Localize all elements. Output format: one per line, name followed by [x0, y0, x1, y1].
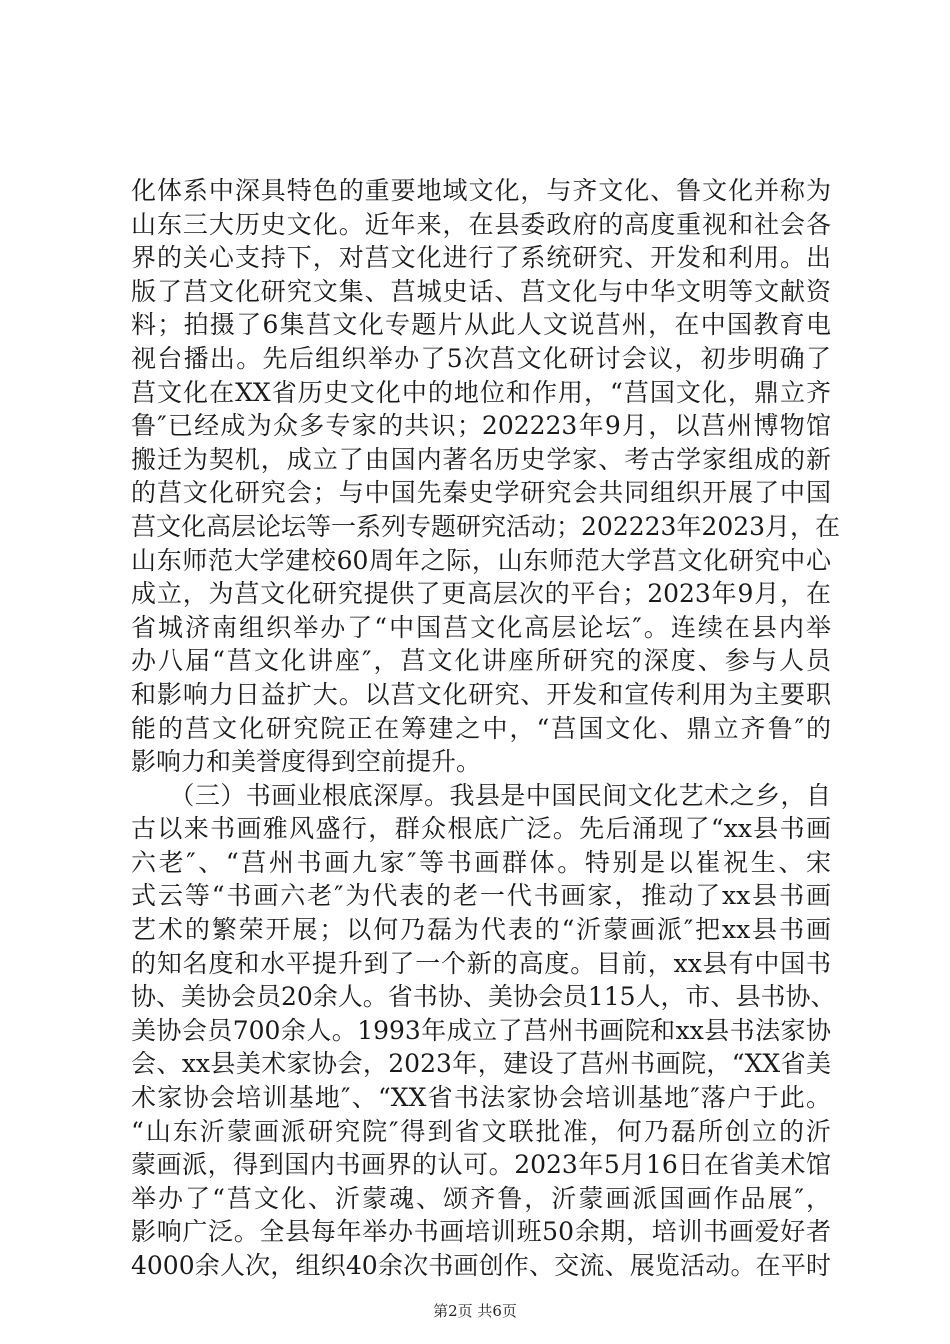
text-line: 莒文化在XX省历史文化中的地位和作用，“莒国文化，鼎立齐 — [131, 377, 831, 407]
text-line: 会、xx县美术家协会，2023年，建设了莒州书画院，“XX省美 — [131, 1049, 831, 1079]
text-line: 古以来书画雅风盛行，群众根底广泛。先后涌现了“xx县书画 — [131, 814, 831, 844]
text-line: 协、美协会员20余人。省书协、美协会员115人，市、县书协、 — [131, 982, 836, 1012]
text-line: 界的关心支持下，对莒文化进行了系统研究、开发和利用。出 — [131, 243, 831, 273]
text-line: 六老″、“莒州书画九家″等书画群体。特别是以崔祝生、宋 — [131, 847, 831, 877]
text-line: 的莒文化研究会；与中国先秦史学研究会共同组织开展了中国 — [131, 478, 831, 508]
text-line: 举办了“莒文化、沂蒙魂、颂齐鲁，沂蒙画派国画作品展″， — [131, 1183, 831, 1213]
text-line: 式云等“书画六老″为代表的老一代书画家，推动了xx县书画 — [131, 881, 831, 911]
text-line: 艺术的繁荣开展；以何乃磊为代表的“沂蒙画派″把xx县书画 — [131, 915, 831, 945]
page-footer: 第2页 共6页 — [433, 1302, 517, 1320]
text-line: 成立，为莒文化研究提供了更高层次的平台；2023年9月，在 — [131, 579, 831, 609]
paragraph-end-line: 影响力和美誉度得到空前提升。 — [131, 747, 482, 777]
text-line: 省城济南组织举办了“中国莒文化高层论坛″。连续在县内举 — [131, 612, 831, 642]
text-line: 山东师范大学建校60周年之际，山东师范大学莒文化研究中心 — [131, 545, 831, 575]
text-line: 鲁″已经成为众多专家的共识；202223年9月，以莒州博物馆 — [131, 411, 831, 441]
text-line: 搬迁为契机，成立了由国内著名历史学家、考古学家组成的新 — [131, 444, 831, 474]
text-line: “山东沂蒙画派研究院″得到省文联批准，何乃磊所创立的沂 — [131, 1116, 831, 1146]
text-line: 的知名度和水平提升到了一个新的高度。目前，xx县有中国书 — [131, 948, 831, 978]
text-line: 和影响力日益扩大。以莒文化研究、开发和宣传利用为主要职 — [131, 679, 831, 709]
text-line: 办八届“莒文化讲座″，莒文化讲座所研究的深度、参与人员 — [131, 646, 831, 676]
text-line: 美协会员700余人。1993年成立了莒州书画院和xx县书法家协 — [131, 1015, 831, 1045]
text-line: 能的莒文化研究院正在筹建之中，“莒国文化、鼎立齐鲁″的 — [131, 713, 831, 743]
text-line: 术家协会培训基地″、“XX省书法家协会培训基地″落户于此。 — [131, 1083, 831, 1113]
body-text — [131, 174, 841, 1283]
text-line: 山东三大历史文化。近年来，在县委政府的高度重视和社会各 — [131, 209, 831, 239]
text-line: （三）书画业根底深厚。我县是中国民间文化艺术之乡，自 — [131, 780, 831, 810]
text-line: 料；拍摄了6集莒文化专题片从此人文说莒州，在中国教育电 — [131, 310, 831, 340]
text-line: 莒文化高层论坛等一系列专题研究活动；202223年2023月，在 — [131, 511, 841, 541]
text-line: 4000余人次，组织40余次书画创作、交流、展览活动。在平时 — [131, 1251, 831, 1280]
text-line: 影响广泛。全县每年举办书画培训班50余期，培训书画爱好者 — [131, 1217, 831, 1247]
text-line: 版了莒文化研究文集、莒城史话、莒文化与中华文明等文献资 — [131, 276, 831, 306]
text-line: 蒙画派，得到国内书画界的认可。2023年5月16日在省美术馆 — [131, 1150, 831, 1180]
text-line: 视台播出。先后组织举办了5次莒文化研讨会议，初步明确了 — [131, 343, 831, 373]
text-line: 化体系中深具特色的重要地域文化，与齐文化、鲁文化并称为 — [131, 176, 831, 205]
